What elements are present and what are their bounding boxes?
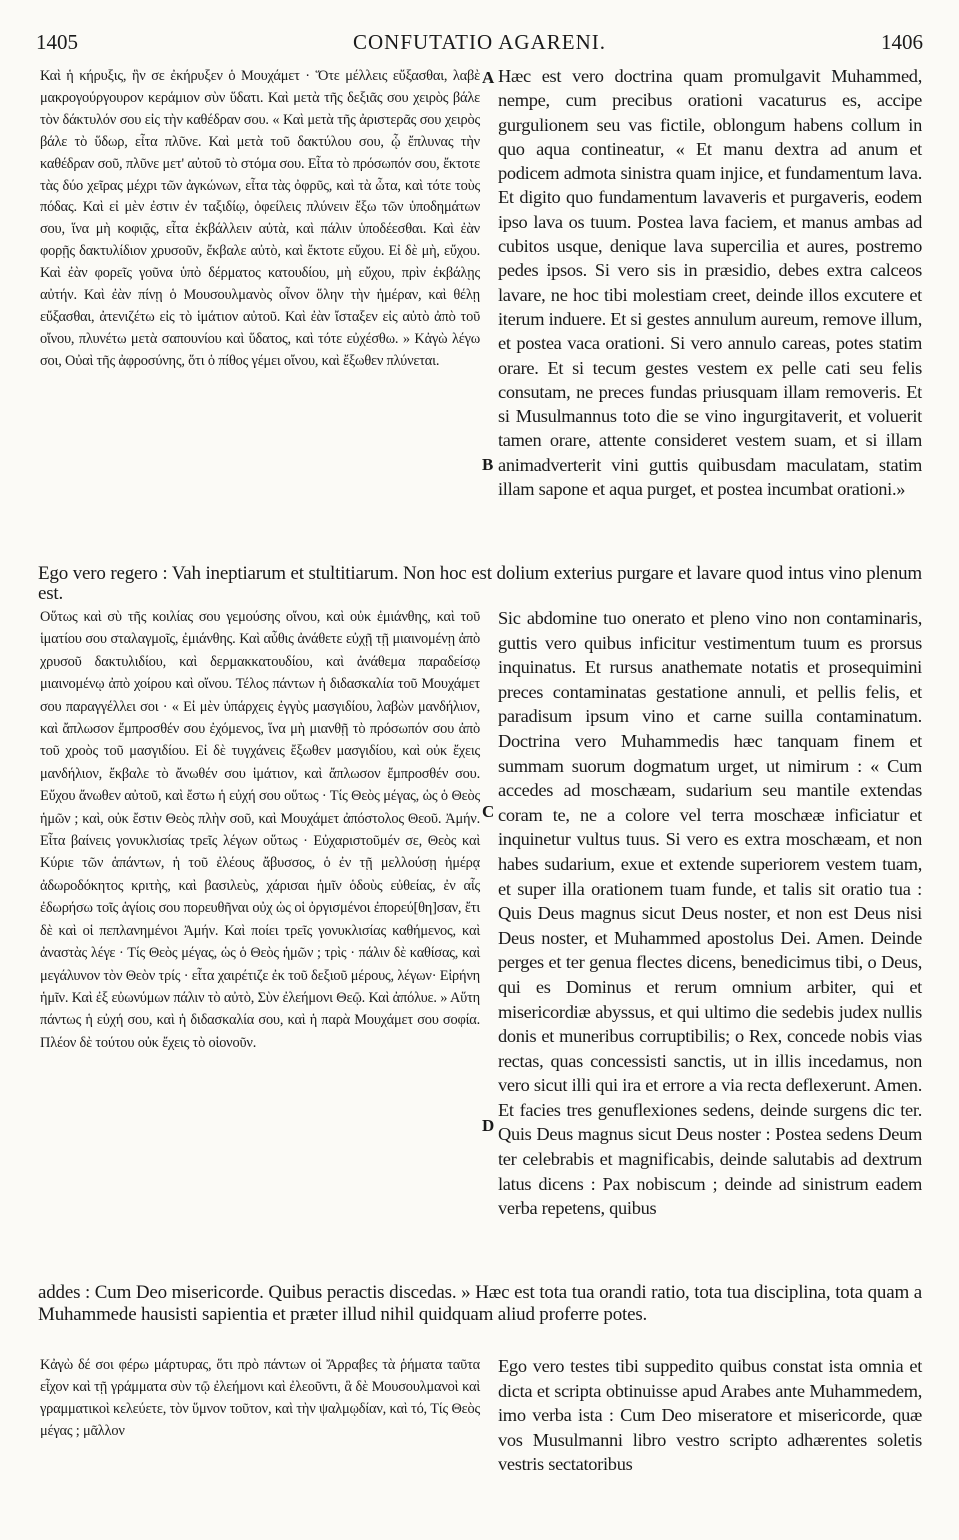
latin-column-section-3: Ego vero testes tibi suppedito quibus constat ista omnia et dicta et scripta obtinuisse apud Arabes ante Muhammedem, imo verba ista : Cum Deo miseratore et misericorde, quæ vos Musulmanni libro vestro scripto adhærentes soletis vestris sectatoribus xyxy=(498,1356,922,1474)
margin-marker-c: C xyxy=(482,802,495,821)
latin-column-section-1: Hæc est vero doctrina quam promulgavit Muhammed, nempe, cum precibus orationi vacaturus es, accipe gurgulionem seu vas fictile, oblongum habens collum in quo aqua contineatur, « Et manu dextra ad anum et podicem admota sinistra quam injice, et fundamentum lava. Et digito quo fundamentum lavaveris et purgaveris, eodem ipso lava os tuum. Postea lava faciem, et manus ambas ad cubitos usque, denique lava supercilia et aures, postremo pedes ipsos. Si vero sis in præsidio, debes extra calceos lavare, ne hoc tibi molestiam creet, deinde illos excutere et iterum induere. Et si gestes annulum aureum, remove illum, et postea vaca orationi. Si vero annulo careas, potes statim orare. Et si tecum gestes vestem ex pelle cati seu felis consutam, ne preces fundas priusquam illam removeris. Et si Musulmannus toto die se vino ingurgitaverit, et voluerit tamen orare, attente consideret vestem suam, et si illam animadverterit vini guttis quibusdam maculatam, statim illam sapone et aqua purget, et postea incumbat orationi.» xyxy=(498,66,922,500)
page-number-right: 1406 xyxy=(881,30,923,54)
page-number-left: 1405 xyxy=(36,30,78,54)
margin-marker-a: A xyxy=(482,68,495,87)
margin-marker-d: D xyxy=(482,1116,495,1135)
running-title: CONFUTATIO AGARENI. xyxy=(353,30,606,54)
greek-column-section-1: Καὶ ἡ κήρυξις, ἣν σε ἐκήρυξεν ὁ Μουχάμετ · Ὅτε μέλλεις εὔξασθαι, λαβὲ μακρογούργουρον κεράμιον σὺν ὕδατι. Καὶ μετὰ τῆς δεξιᾶς σου χειρὸς βάλε τὸν δάκτυλόν σου εἰς τὴν καθέδραν σου. « Καὶ μετὰ τῆς ἀριστερᾶς σου χειρὸς βάλε τὸ ὕδωρ, εἶτα πλῦνε. Καὶ μετὰ τοῦ δακτύλου σου, ᾧ ἔπλυνας τὴν καθέδραν σοῦ, πλῦνε μετ' αὐτοῦ τὸ στόμα σου. Εἶτα τὸ πρόσωπόν σου, ἔκτοτε τὰς δύο χεῖρας μέχρι τῶν ἀγκώνων, εἶτα τὰς ὀφρῦς, καὶ τὰ ὦτα, καὶ τότε τοὺς πόδας. Καὶ εἰ μὲν ἐστιν ἐν ταξιδίῳ, ὀφείλεις πλύνειν ἔξω τῶν ὑποδημάτων σου, ἵνα μὴ κοφιᾷς, εἶτα ἐκβάλλειν αὐτὰ, καὶ πάλιν ὑποδέεσθαι. Καὶ ἐὰν φορῇς δακτυλίδιον χρυσοῦν, ἔκβαλε αὐτὸ, καὶ ἔκτοτε εὔχου. Εἰ δὲ μὴ, εὔχου. Καὶ ἐὰν φορεῖς γοῦνα ὑπὸ δέρματος κατουδίου, μὴ εὔχου, πρὶν ἐκβάλῃς αὐτήν. Καὶ ἐὰν πίνῃ ὁ Μουσουλμανὸς οἶνον ὅλην τὴν ἡμέραν, καὶ θέλῃ εὔξασθαι, ἀτενιζέτω εἰς τὸ ἱμάτιον αὐτοῦ. Καὶ ἐὰν ἴσταξεν εἰς αὐτὸ ἀπὸ τοῦ οἴνου, πλυνέτω μετὰ σαπουνίου καὶ ὕδατος, καὶ τότε εὐχέσθω. » Κἀγὼ λέγω σοι, Οὐαὶ τῆς ἀφροσύνης, ὅτι ὁ πίθος γέμει οἴνου, καὶ ἔξωθεν πλύνεται. xyxy=(40,68,480,369)
latin-column-section-2: Sic abdomine tuo onerato et pleno vino non contaminaris, guttis vero quibus inficitur vestimentum tuum es prorsus inquinatus. Et rursus anathemate notatis et prosequimini preces contaminatas gestatione annuli, et pellis felis, et paradisum ipsum vino et carne suilla contaminatum. Doctrina vero Muhammedis hæc tanquam finem et summam suorum dogmatum urget, ut nimirum : « Cum accedes ad moschæam, sudarium seu mantile extendas coram te, ne a colore vel terra moschææ inficiatur et inquinetur vultus tuus. Si vero es extra moschæam, et non habes sudarium, exue et extende superiorem vestem tuam, et super illa orationem tuam funde, et talis sit oratio tua : Quis Deus magnus sicut Deus noster, et non est Deus nisi Deus noster, et Muhammed apostolus Dei. Amen. Deinde perges et ter genua flectes dicens, benedicimus tibi, o Deus, qui es Dominus et rerum omnium arbiter, qui et misericordiæ abyssus, et qui ultimo die sedebis judex nullis donis et muneribus corruptibilis; o Rex, concede nobis vias rectas, quas concessisti sanctis, ut in illis incedamus, non vero sicut illi qui ira et errore a via recta deflexerunt. Amen. Et facies tres genuflexiones sedens, deinde surgens dic ter. Quis Deus magnus sicut Deus noster : Postea sedens Deum ter celebrabis et magnificabis, deinde salutabis ad dextrum latus dicens : Pax nobiscum ; deinde ad sinistrum eadem verba repetens, quibus xyxy=(498,608,922,1219)
greek-column-section-2: Οὕτως καὶ σὺ τῆς κοιλίας σου γεμούσης οἴνου, καὶ οὐκ ἐμιάνθης, καὶ τοῦ ἱματίου σου σταλαγμοῖς, ἐμιάνθης. Καὶ αὖθις ἀνάθετε εὐχῇ τῇ μιαινομένῃ ἀπὸ χρυσοῦ δακτυλιδίου, καὶ δερμακκατουδίου, καὶ ἀνάθεμα παραδείσῳ μιαινομένῳ ἀπὸ χοίρου καὶ οἴνου. Τέλος πάντων ἡ διδασκαλία τοῦ Μουχάμετ σου παραγγέλλει σοι · « Εἰ μὲν ὑπάρχεις ἐγγὺς μασγιδίου, λαβὼν μανδήλιον, καὶ ἄπλωσον ἔμπροσθέν σου ἐχόμενος, ἵνα μὴ μιανθῇ τὸ πρόσωπόν σου ἀπὸ τοῦ χροὸς τοῦ μασγιδίου. Εἰ δὲ τυγχάνεις ἔξωθεν μασγιδίου, καὶ οὐκ ἔχεις μανδήλιον, ἔκβαλε τὸ ἄνωθέν σου ἱμάτιον, καὶ ἄπλωσον ἔμπροσθέν σου. Εὔχου ἄνωθεν αὐτοῦ, καὶ ἔστω ἡ εὐχή σου οὕτως · Τίς Θεὸς μέγας, ὡς ὁ Θεὸς ἡμῶν ; καὶ, οὐκ ἔστιν Θεὸς πλὴν σοῦ, καὶ Μουχάμετ ἀπόστολος Θεοῦ. Ἀμήν. Εἶτα βαίνεις γονυκλισίας τρεῖς λέγων οὕτως · Εὐχαριστοῦμέν σε, Θεὸς καὶ Κύριε τῶν ἁπάντων, ἡ τοῦ ἐλέους ἄβυσσος, ὁ ἐν τῇ μελλούσῃ ἡμέρᾳ ἀδωροδόκητος κριτὴς, καὶ βασιλεὺς, χάρισαι ἡμῖν ὁδοὺς εὐθείας, ἐν αἷς ἐδωρήσω τοῖς ἁγίοις σου πορευθῆναι οὐχ ὡς οἱ ὀργισμένοι ἐπορεύ[θη]σαν, ἔτι δὲ καὶ οἱ πεπλανημένοι Ἀμήν. Καὶ ποίει τρεῖς γονυκλισίας καθήμενος, καὶ ἀναστὰς λέγε · Τίς Θεὸς μέγας, ὡς ὁ Θεὸς ἡμῶν ; τρὶς · πάλιν δὲ καθίσας, καὶ μεγάλυνον τὸν Θεὸν τρίς · εἶτα χαιρέτιζε ἐκ τοῦ δεξιοῦ μέρους, λέγων· Εἰρήνη ἡμῖν. Καὶ ἐξ εὐωνύμων πάλιν τὸ αὐτὸ, Σὺν ἐλεήμονι Θεῷ. Καὶ ἀπόλυε. » Αὕτη πάντως ἡ εὐχή σου, καὶ ἡ διδασκαλία σου, καὶ ἡ παρὰ Μουχάμετ σου σοφία. Πλέον δὲ τούτου οὐκ ἔχεις τὸ οἱονοῦν. xyxy=(40,609,480,1051)
latin-bridge-2: addes : Cum Deo misericorde. Quibus peractis discedas. » Hæc est tota tua orandi ratio, tota tua disciplina, tota quam a Muhammede hausisti sapientia et præter illud nihil quidquam aliud proferre potes. xyxy=(38,1282,922,1325)
latin-bridge-1: Ego vero regero : Vah ineptiarum et stultitiarum. Non hoc est dolium exterius purgare et lavare quod intus vino plenum est. xyxy=(38,563,922,604)
margin-marker-b: B xyxy=(482,455,494,474)
greek-column-section-3: Κἀγὼ δέ σοι φέρω μάρτυρας, ὅτι πρὸ πάντων οἱ Ἄρραβες τὰ ῥήματα ταῦτα εἶχον καὶ τῇ γράμματα σὺν τῷ ἐλεήμονι καὶ ἐλεοῦντι, ἃ δὲ Μουσουλμανοὶ καὶ γραμματικοὶ κελεύετε, τὸν ὕμνον τοῦτον, καὶ τὴν ψαλμῳδίαν, καὶ τό, Τίς Θεὸς μέγας ; μᾶλλον xyxy=(40,1357,480,1439)
